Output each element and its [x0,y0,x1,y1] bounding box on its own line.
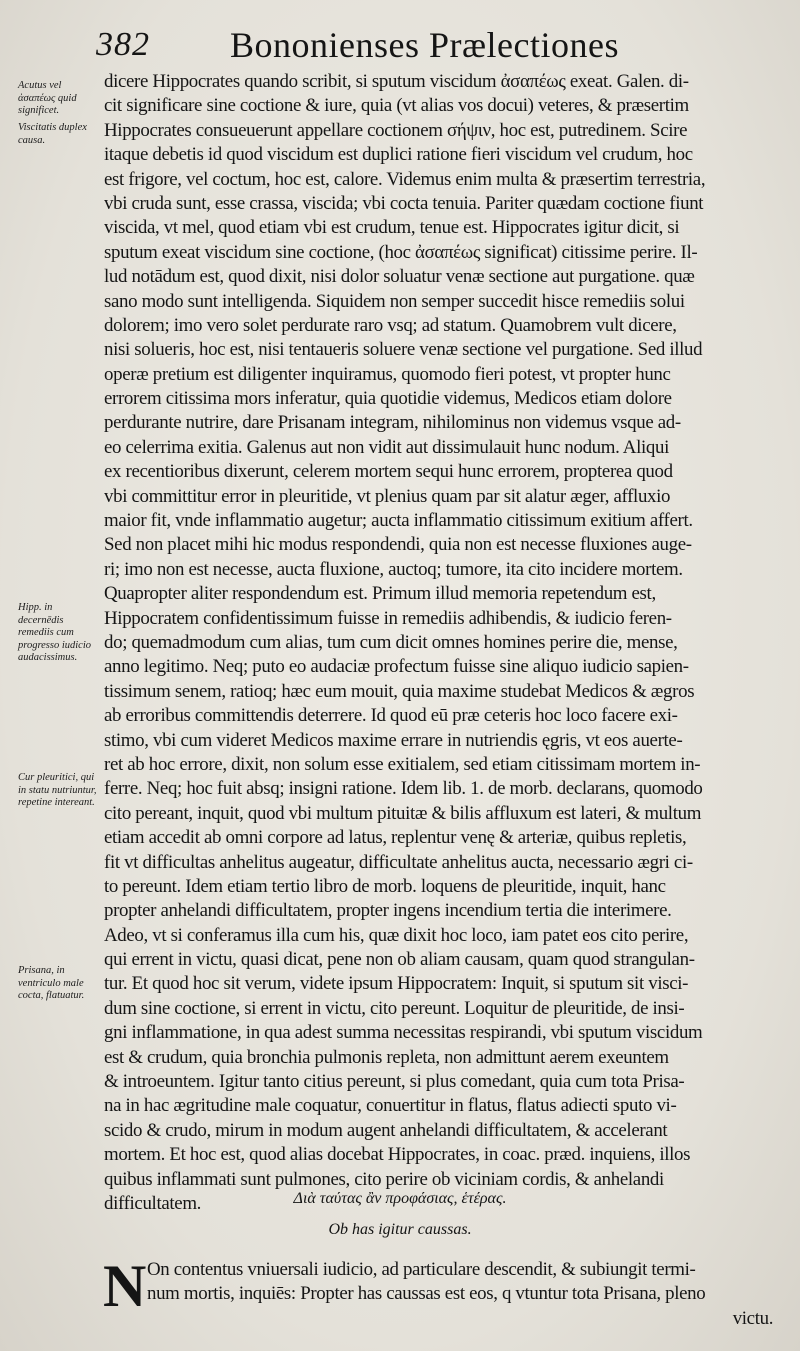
text-line: operæ pretium est diligenter inquiramus, quomodo fieri potest, vt propter hunc [104,363,671,385]
text-line: itaque debetis id quod viscidum est duplici ratione fieri viscidum vel crudum, hoc [104,144,693,166]
text-line: etiam accedit ab omni corpore ad latus, replentur venę & arteriæ, quibus repletis, [104,827,687,849]
text-line: ret ab hoc errore, dixit, non solum esse exitialem, sed etiam citissimam mortem in- [104,753,701,775]
text-line: viscida, vt mel, quod etiam vbi est crudum, tenue est. Hippocrates igitur dicit, si [104,217,680,239]
text-line: mortem. Et hoc est, quod alias docebat Hippocrates, in coac. præd. inquiens, illos [104,1144,691,1166]
text-line: vbi cruda sunt, esse crassa, viscida; vbi cocta tenuia. Pariter quædam coctione fiunt [104,192,704,214]
text-line: tur. Et quod hoc sit verum, videte ipsum Hippocratem: Inquit, si sputum sit visci- [104,973,689,995]
text-line: anno legitimo. Neq; puto eo audaciæ profectum fuisse sine aliquo iudicio sapien- [104,656,689,678]
section-greek-heading: Διὰ ταύτας ἂν προφάσιας, ἑτέρας. [293,1190,507,1207]
text-line: lud notādum est, quod dixit, nisi dolor soluatur venæ sectione aut purgatione. quæ [104,266,695,288]
text-line: num mortis, inquiēs: Propter has caussas est eos, q vtuntur tota Prisana, pleno [147,1283,706,1305]
text-line: Quapropter aliter respondendum est. Primum illud memoria repetendum est, [104,583,656,605]
margin-note: Cur pleuritici, qui in statu nutriuntur, repetine intereant. [18,772,97,808]
text-line: stimo, vbi cum videret Medicos maxime errare in nutriendis ęgris, vt eos auerte- [104,729,683,751]
page-header [96,22,776,72]
drop-cap: N [103,1253,147,1319]
text-line: Hippocratem confidentissimum fuisse in remediis adhibendis, & iudicio feren- [104,607,672,629]
margin-note: Prisana, in ventriculo male cocta, flatuatur. [18,965,85,1001]
margin-notes [18,0,100,1351]
section-latin-heading: Ob has igitur caussas. [328,1221,472,1238]
text-line: propter anhelandi difficultatem, propter ingens incendium tertia die interimere. [104,900,672,922]
text-line: ferre. Neq; hoc fuit absq; insigni ratione. Idem lib. 1. de morb. declarans, quomodo [104,778,703,800]
text-line: perdurante nutrire, dare Prisanam integram, nihilominus non videmus vsque ad- [104,412,681,434]
text-line: & introeuntem. Igitur tanto citius pereunt, si plus comedant, quia cum tota Prisa- [104,1071,685,1093]
text-line: est & crudum, quia bronchia pulmonis repleta, non admittunt aerem exeuntem [104,1046,669,1068]
text-line: sputum exeat viscidum sine coctione, (hoc ἀσαπέως significat) citissime perire. Il- [104,241,698,263]
text-line: quibus inflammati sunt pulmones, cito perire ob viciniam cordis, & anhelandi [104,1168,664,1190]
text-line: tissimum senem, ratioq; hæc eum mouit, quia maxime studebat Medicos & ægros [104,680,695,702]
text-line: cito pereant, inquit, quod vbi multum pituitæ & bilis affluxum est lateri, & multum [104,802,702,824]
text-line: victu. [732,1307,774,1329]
text-line: nisi solueris, hoc est, nisi tentaueris soluere venæ sectione vel purgatione. Sed illud [104,339,703,361]
text-line: qui errent in victu, quasi dicat, pene non ob aliam causam, quam quod strangulan- [104,949,695,971]
text-line: est frigore, vel coctum, hoc est, calore. Videmus enim multa & præsertim terrestria, [104,168,706,190]
margin-note: Acutus vel ἀσαπέως quid significet. [18,80,77,116]
text-line: na in hac ægritudine male coquatur, conuertitur in flatus, flatus adiecti sputo vi- [104,1095,677,1117]
text-line: eo celerrima exitia. Galenus aut non vidit aut dissimulauit hunc nodum. Aliqui [104,436,669,458]
text-line: difficultatem. [104,1192,202,1214]
text-line: do; quemadmodum cum alias, tum cum dicit omnes homines perire die, mense, [104,631,678,653]
page-number: 382 [96,26,150,63]
text-line: to pereunt. Idem etiam tertio libro de morb. loquens de pleuritide, inquit, hanc [104,875,666,897]
margin-note: Viscitatis duplex causa. [18,122,87,146]
text-line: ri; imo non est necesse, aucta fluxione, auctoq; tumore, ita cito incidere mortem. [104,558,683,580]
text-line: Sed non placet mihi hic modus respondendi, quia non est necesse fluxiones auge- [104,534,692,556]
body-text [104,70,764,1216]
margin-note: Hipp. in decernēdis remediis cum progresso iudicio audacissimus. [18,602,92,663]
text-line: Adeo, vt si conferamus illa cum his, quæ dixit hoc loco, iam patet eos cito perire, [104,924,689,946]
text-line: scido & crudo, mirum in modum augent anhelandi difficultatem, & accelerant [104,1119,668,1141]
text-line: ab erroribus committendis deterrere. Id quod eū præ ceteris hoc loco facere exi- [104,705,678,727]
text-line: On contentus vniuersali iudicio, ad particulare descendit, & subiungit termi- [147,1259,696,1280]
text-line: dicere Hippocrates quando scribit, si sputum viscidum ἀσαπέως exeat. Galen. di- [104,71,689,92]
text-line: vbi committitur error in pleuritide, vt plenius quam par sit alatur æger, affluxio [104,485,671,507]
text-line: fit vt difficultas anhelitus augeatur, difficultate anhelitus aucta, necessario ægri ci- [104,851,693,873]
text-line: dolorem; imo vero solet perdurate raro vsq; ad statum. Quamobrem vult dicere, [104,314,677,336]
text-line: ex recentioribus dixerunt, celerem mortem sequi hunc errorem, propterea quod [104,461,673,483]
text-line: sano modo sunt intelligenda. Siquidem non semper succedit hisce remediis solui [104,290,685,312]
text-line: dum sine coctione, si errent in victu, cito pereunt. Loquitur de pleuritide, de insi- [104,997,685,1019]
text-line: gni inflammatione, in qua adest summa necessitas respirandi, vbi sputum viscidum [104,1022,703,1044]
text-line: maior fit, vnde inflammatio augetur; aucta inflammatio citissimum exitium affert. [104,510,693,532]
running-title: Bononienses Prælectiones [230,25,619,65]
section-lines [147,1258,787,1331]
text-line: cit significare sine coctione & iure, quia (vt alias vos docui) veteres, & præsertim [104,95,689,117]
text-line: errorem citissima mors inferatur, quia quotidie videmus, Medicos etiam dolore [104,388,672,410]
text-line: Hippocrates consueuerunt appellare coctionem σήψιν, hoc est, putredinem. Scire [104,119,688,141]
